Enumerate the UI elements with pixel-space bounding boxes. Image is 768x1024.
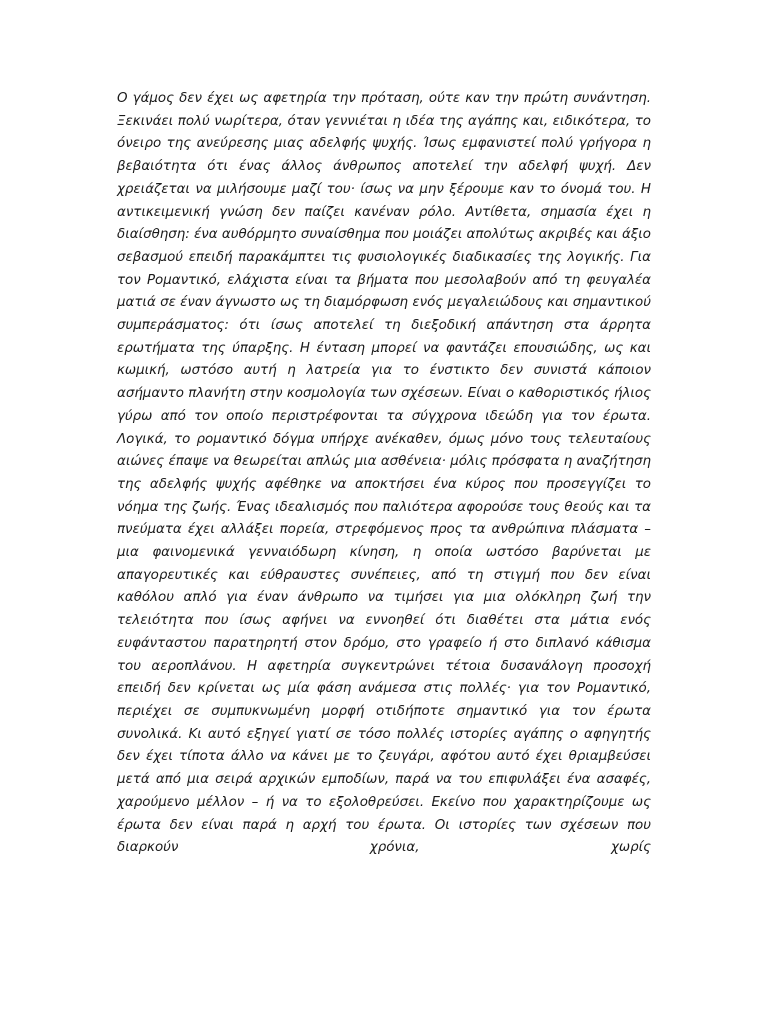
body-paragraph: Ο γάμος δεν έχει ως αφετηρία την πρόταση, ούτε καν την πρώτη συνάντηση. Ξεκινάει πολύ νωρίτερα, όταν γεννιέται η ιδέα της αγάπης και, ειδικότερα, το όνειρο της ανεύρεσης μιας αδελφής ψυχής. Ίσως εμφανιστεί πολύ γρήγορα η βεβαιότητα ότι ένας άλλος άνθρωπος αποτελεί την αδελφή ψυχή. Δεν χρειάζεται να μιλήσουμε μαζί του· ίσως να μην ξέρουμε καν το όνομά του. Η αντικειμενική γνώση δεν παίζει κανέναν ρόλο. Αντίθετα, σημασία έχει η διαίσθηση: ένα αυθόρμητο συναίσθημα που μοιάζει απολύτως ακριβές και άξιο σεβασμού επειδή παρακάμπτει τις φυσιολογικές διαδικασίες της λογικής. Για τον Ρομαντικό, ελάχιστα είναι τα βήματα που μεσολαβούν από τη φευγαλέα ματιά σε έναν άγνωστο ως τη διαμόρφωση ενός μεγαλειώδους και σημαντικού συμπεράσματος: ότι ίσως αποτελεί τη διεξοδική απάντηση στα άρρητα ερωτήματα της ύπαρξης. Η ένταση μπορεί να φαντάζει επουσιώδης, ως και κωμική, ωστόσο αυτή η λατρεία για το ένστικτο δεν συνιστά κάποιον ασήμαντο πλανήτη στην κοσμολογία των σχέσεων. Είναι ο καθοριστικός ήλιος γύρω από τον οποίο περιστρέφονται τα σύγχρονα ιδεώδη για τον έρωτα. Λογικά, το ρομαντικό δόγμα υπήρχε ανέκαθεν, όμως μόνο τους τελευταίους αιώνες έπαψε να θεωρείται απλώς μια ασθένεια· μόλις πρόσφατα η αναζήτηση της αδελφής ψυχής αφέθηκε να αποκτήσει ένα κύρος που προσεγγίζει το νόημα της ζωής. Ένας ιδεαλισμός που παλιότερα αφορούσε τους θεούς και τα πνεύματα έχει αλλάξει πορεία, στρεφόμενος προς τα ανθρώπινα πλάσματα – μια φαινομενικά γενναιόδωρη κίνηση, η οποία ωστόσο βαρύνεται με απαγορευτικές και εύθραυστες συνέπειες, από τη στιγμή που δεν είναι καθόλου απλό για έναν άνθρωπο να τιμήσει για μια ολόκληρη ζωή την τελειότητα που ίσως αφήνει να εννοηθεί ότι διαθέτει στα μάτια ενός ευφάνταστου παρατηρητή στον δρόμο, στο γραφείο ή στο διπλανό κάθισμα του αεροπλάνου. Η αφετηρία συγκεντρώνει τέτοια δυσανάλογη προσοχή επειδή δεν κρίνεται ως μία φάση ανάμεσα στις πολλές· για τον Ρομαντικό, περιέχει σε συμπυκνωμένη μορφή οτιδήποτε σημαντικό για τον έρωτα συνολικά. Κι αυτό εξηγεί γιατί σε τόσο πολλές ιστορίες αγάπης ο αφηγητής δεν έχει τίποτα άλλο να κάνει με το ζευγάρι, αφότου αυτό έχει θριαμβεύσει μετά από μια σειρά αρχικών εμποδίων, παρά να του επιφυλάξει ένα ασαφές, χαρούμενο μέλλον – ή να το εξολοθρεύσει. Εκείνο που χαρακτηρίζουμε ως έρωτα δεν είναι παρά η αρχή του έρωτα. Οι ιστορίες των σχέσεων που διαρκούν χρόνια, χωρίς bbox=[117, 91, 651, 856]
document-page bbox=[117, 88, 651, 860]
